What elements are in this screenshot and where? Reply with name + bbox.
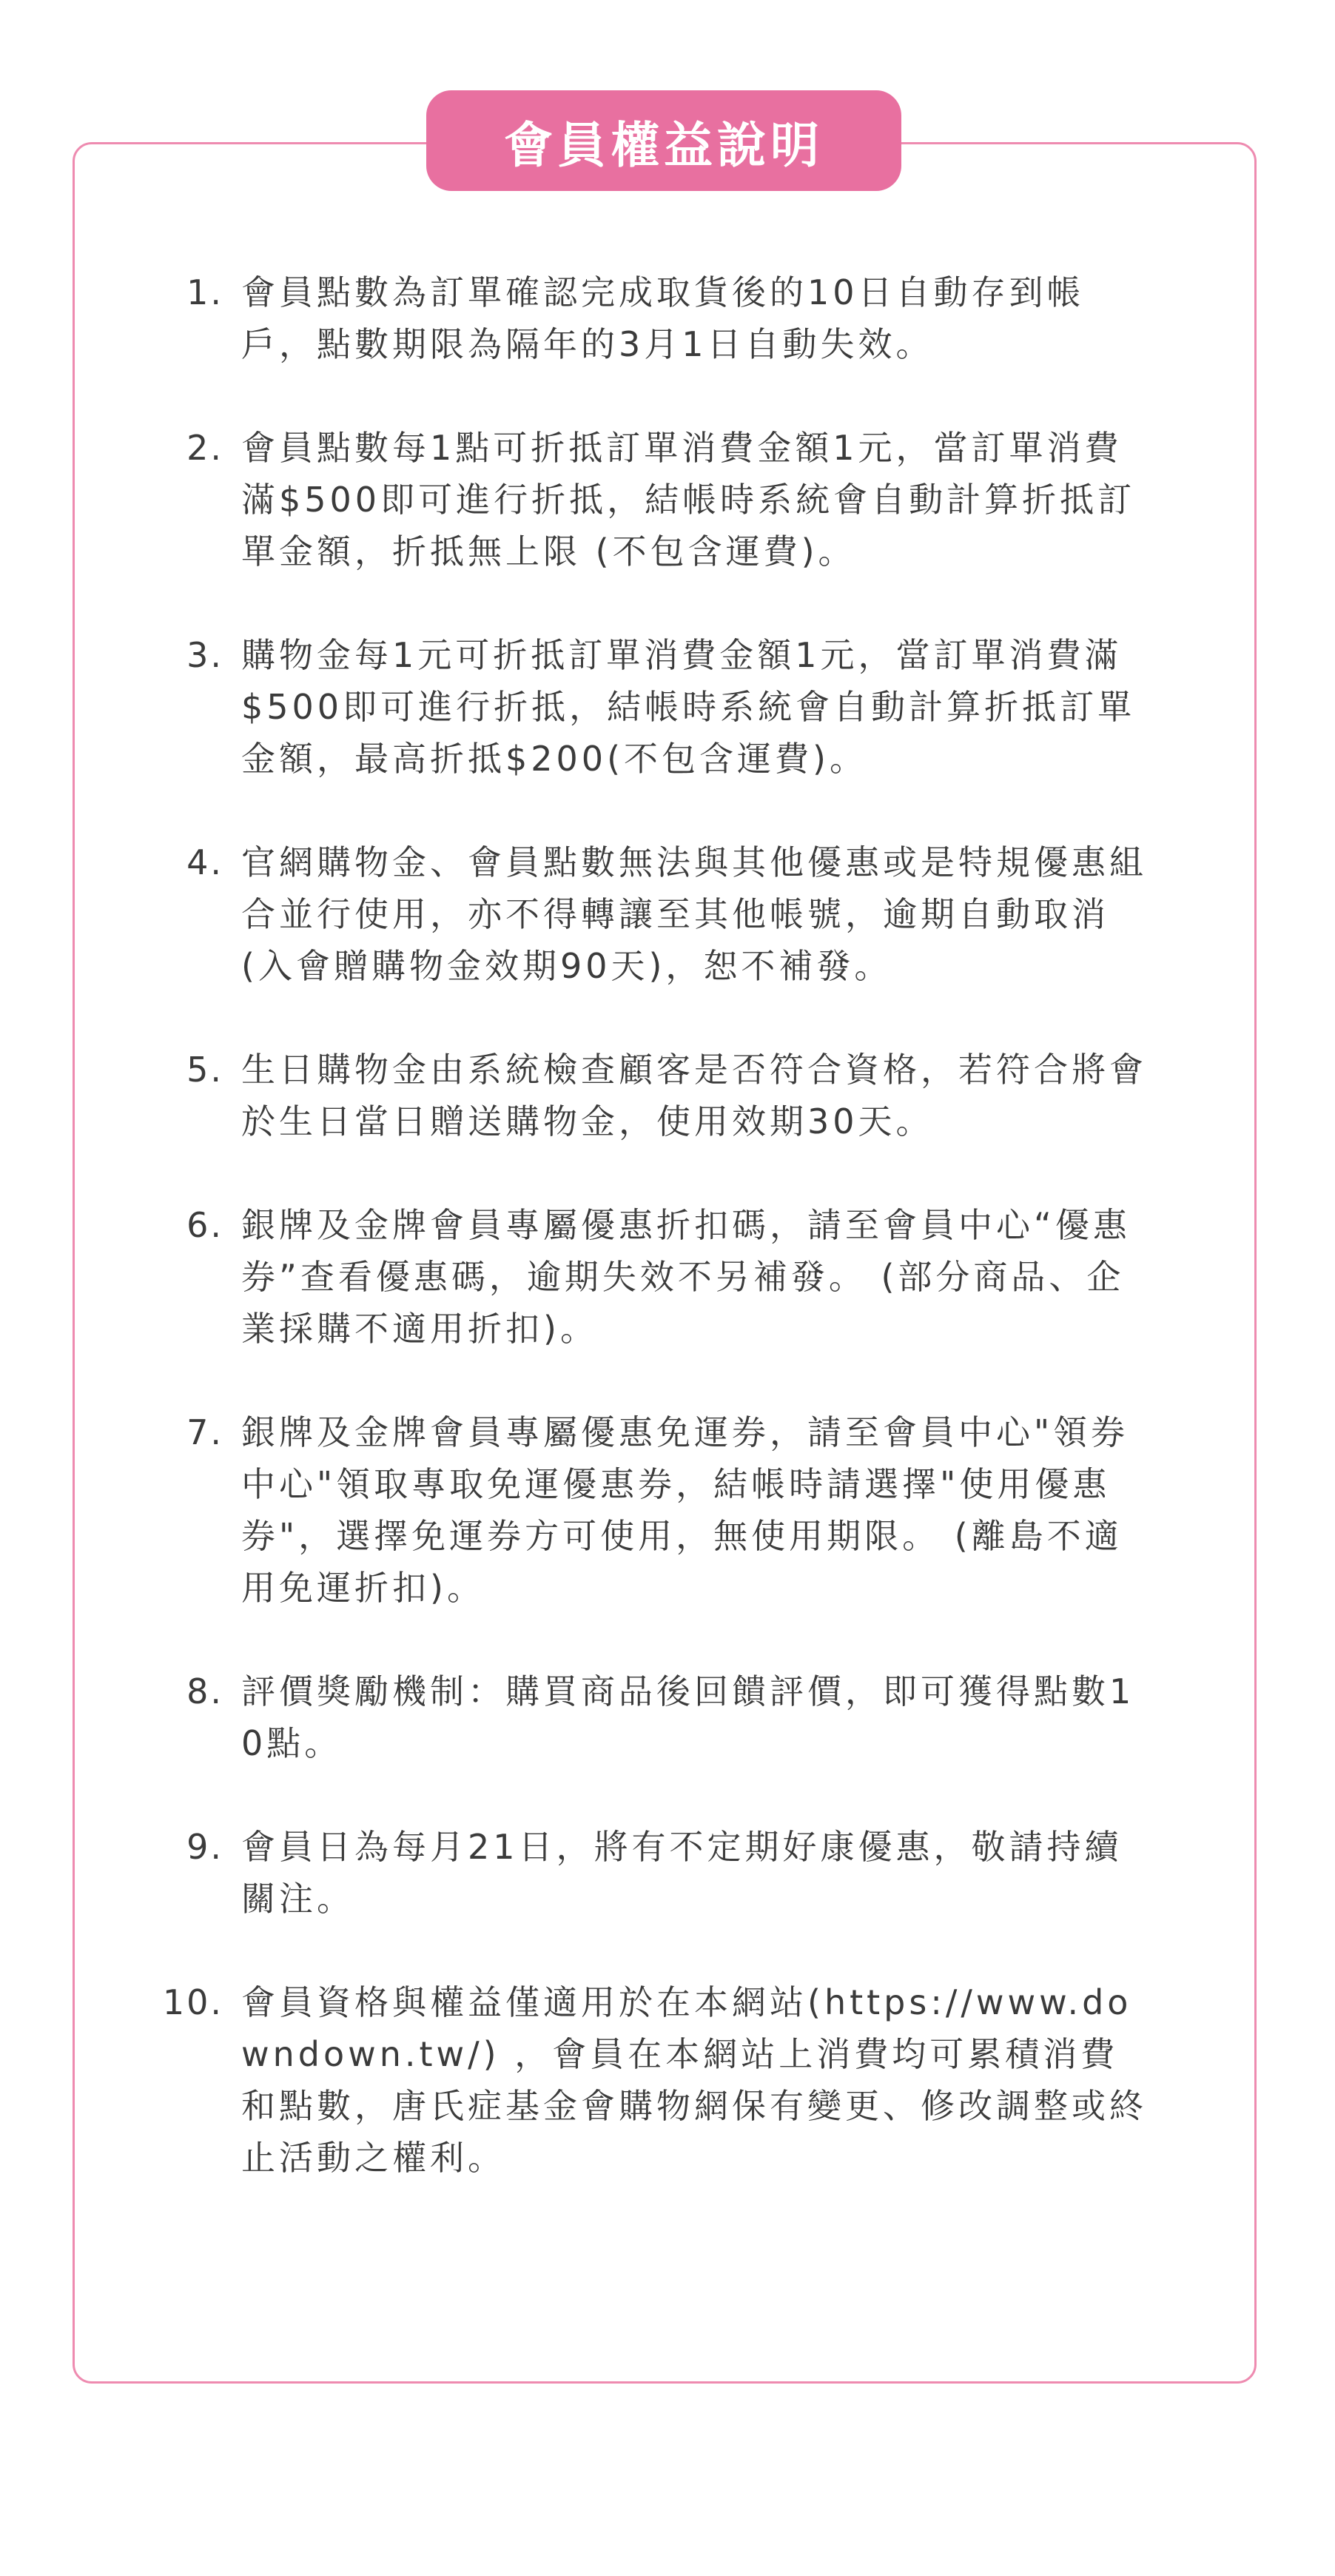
page-title-text: 會員權益說明	[504, 116, 824, 174]
list-item-number: 4.	[186, 842, 223, 882]
list-item-number: 9.	[186, 1827, 223, 1867]
list-item-text: 會員點數為訂單確認完成取貨後的10日自動存到帳戶，點數期限為隔年的3月1日自動失效。	[241, 272, 1085, 364]
list-item-text: 生日購物金由系統檢查顧客是否符合資格，若符合將會於生日當日贈送購物金，使用效期30天。	[241, 1050, 1147, 1141]
list-item	[0, 836, 1335, 992]
list-item-text: 會員點數每1點可折抵訂單消費金額1元，當訂單消費滿$500即可進行折抵，結帳時系統會自動計算折抵訂單金額，折抵無上限 (不包含運費)。	[241, 428, 1136, 571]
list-item	[0, 629, 1335, 785]
list-item	[0, 1199, 1335, 1355]
list-item	[0, 422, 1335, 577]
list-item-text: 購物金每1元可折抵訂單消費金額1元，當訂單消費滿$500即可進行折抵，結帳時系統會自動計算折抵訂單金額，最高折抵$200(不包含運費)。	[241, 635, 1136, 779]
list-item-text: 會員日為每月21日，將有不定期好康優惠，敬請持續關注。	[241, 1827, 1123, 1919]
list-item	[0, 1976, 1335, 2184]
list-item-text: 會員資格與權益僅適用於在本網站(https://www.downdown.tw/) ，會員在本網站上消費均可累積消費和點數，唐氏症基金會購物網保有變更、修改調整或終止活動之權利。	[241, 1982, 1147, 2178]
benefits-list	[0, 266, 1335, 2235]
list-item-text: 官網購物金、會員點數無法與其他優惠或是特規優惠組合並行使用，亦不得轉讓至其他帳號，逾期自動取消 (入會贈購物金效期90天)，恕不補發。	[241, 842, 1147, 986]
list-item-number: 3.	[186, 635, 223, 675]
list-item	[0, 1044, 1335, 1147]
list-item	[0, 1821, 1335, 1925]
list-item	[0, 1666, 1335, 1769]
list-item	[0, 1406, 1335, 1614]
list-item-text: 銀牌及金牌會員專屬優惠折扣碼，請至會員中心“優惠券”查看優惠碼，逾期失效不另補發。 (部分商品、企業採購不適用折扣)。	[241, 1205, 1131, 1349]
list-item-number: 10.	[162, 1982, 223, 2022]
list-item-text: 銀牌及金牌會員專屬優惠免運券，請至會員中心"領券中心"領取專取免運優惠券，結帳時請選擇"使用優惠券"，選擇免運券方可使用，無使用期限。 (離島不適用免運折扣)。	[241, 1412, 1129, 1608]
list-item-number: 6.	[186, 1205, 223, 1245]
list-item-number: 2.	[186, 428, 223, 468]
list-item-text: 評價獎勵機制：購買商品後回饋評價，即可獲得點數10點。	[241, 1671, 1135, 1763]
list-item-number: 1.	[186, 272, 223, 312]
list-item	[0, 266, 1335, 370]
list-item-number: 8.	[186, 1671, 223, 1711]
page-title	[426, 90, 901, 191]
list-item-number: 5.	[186, 1050, 223, 1090]
list-item-number: 7.	[186, 1412, 223, 1452]
